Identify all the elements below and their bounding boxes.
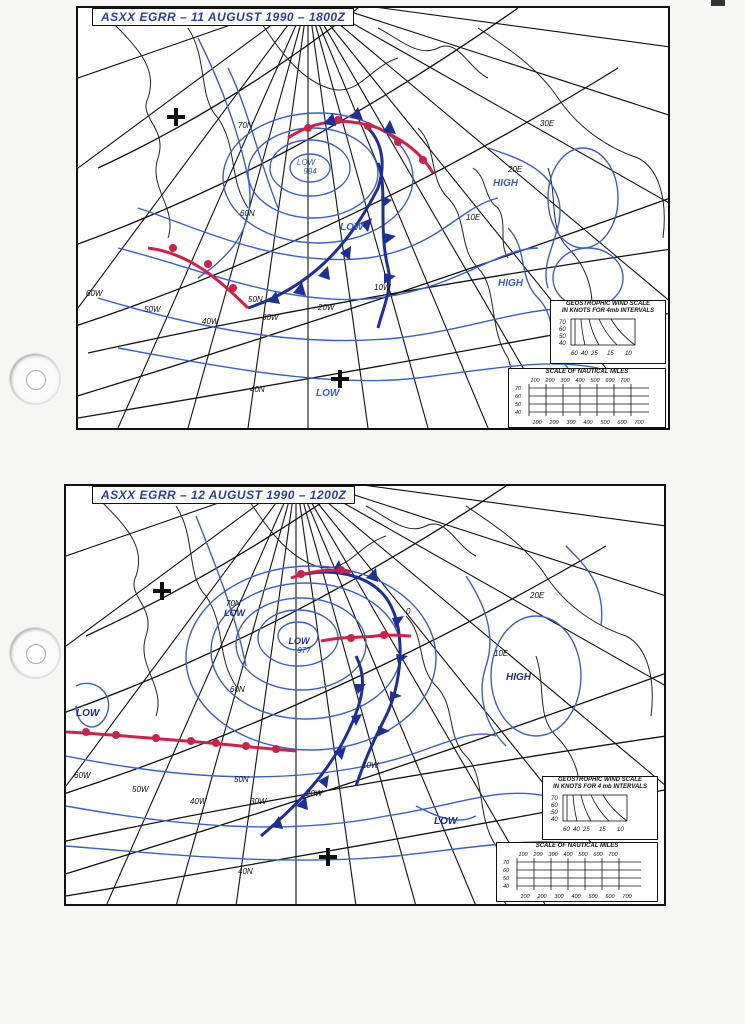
chart-1-dist-bot-500: 500	[600, 420, 610, 426]
chart-2-dist-top-100: 100	[518, 852, 528, 858]
chart-2-wind-speed-40: 40	[573, 827, 580, 833]
chart-1-dist-lat-40: 40	[515, 410, 522, 416]
chart-1-lon-10e: 10E	[466, 213, 481, 222]
chart-2-lon-50w: 50W	[132, 785, 149, 794]
chart-2-lon-10e: 10E	[494, 649, 509, 658]
chart-2-dist-bot-500: 500	[588, 894, 598, 900]
chart-1-dist-top-300: 300	[560, 378, 570, 384]
chart-1-dist-bot-400: 400	[583, 420, 593, 426]
punch-hole-bottom	[10, 628, 60, 678]
chart-2-lat-70: 70N	[226, 599, 241, 608]
chart-2-lat-40: 40N	[238, 867, 253, 876]
chart-2-wind-lat-70: 70	[551, 796, 558, 802]
chart-2-low-4-label: LOW	[434, 816, 458, 827]
chart-1-low-1-pressure: 994	[303, 167, 317, 176]
chart-2-dist-bot-600: 600	[605, 894, 615, 900]
chart-1-lon-30e: 30E	[540, 119, 555, 128]
chart-1-wind-lat-40: 40	[559, 341, 566, 347]
chart-1-dist-lat-70: 70	[515, 386, 522, 392]
chart-2-lon-20e: 20E	[530, 591, 545, 600]
chart-1-dist-bot-700: 700	[634, 420, 644, 426]
chart-1-lon-30w: 30W	[262, 313, 279, 322]
chart-1-wind-lat-60: 60	[559, 327, 566, 333]
chart-1-distance-scale-title: SCALE OF NAUTICAL MILES	[545, 369, 629, 375]
chart-1-dist-lat-50: 50	[515, 402, 522, 408]
chart-2-dist-bot-200: 200	[537, 894, 547, 900]
chart-2-lat-60: 60N	[230, 685, 245, 694]
chart-1-isobars	[98, 38, 623, 381]
chart-2-wind-scale	[542, 776, 658, 840]
chart-1-wind-speed-10: 10	[625, 351, 632, 357]
chart-1-lat-60: 60N	[240, 209, 255, 218]
chart-1-lon-50w: 50W	[144, 305, 161, 314]
chart-2-cold-front	[261, 560, 408, 836]
chart-2-wind-speed-15: 15	[599, 827, 606, 833]
chart-2-dist-top-600: 600	[593, 852, 603, 858]
chart-1-dist-top-400: 400	[575, 378, 585, 384]
chart-2-dist-lat-60: 60	[503, 868, 510, 874]
chart-1-low-1-label: LOW	[296, 158, 316, 167]
chart-1-lon-10w: 10W	[374, 283, 391, 292]
chart-2-lon-40w: 40W	[190, 797, 207, 806]
chart-2-wind-lat-50: 50	[551, 810, 558, 816]
chart-1-dist-bot-200: 200	[549, 420, 559, 426]
chart-1-wind-speed-60: 60	[571, 351, 578, 357]
chart-2-dist-bot-100: 100	[520, 894, 530, 900]
chart-2-wind-lat-60: 60	[551, 803, 558, 809]
chart-2-lon-60w: 60W	[74, 771, 91, 780]
chart-2-dist-top-700: 700	[608, 852, 618, 858]
chart-1-wind-lat-70: 70	[559, 320, 566, 326]
chart-2-low-1-pressure: 977	[297, 646, 311, 655]
chart-2-graticule-labels	[74, 591, 545, 876]
chart-1-high-1-label: HIGH	[493, 178, 518, 189]
chart-1-wind-speed-15: 15	[607, 351, 614, 357]
chart-1-dist-top-200: 200	[545, 378, 555, 384]
chart-1-dist-top-500: 500	[590, 378, 600, 384]
chart-2-dist-bot-700: 700	[622, 894, 632, 900]
chart-2-low-2-label: LOW	[224, 608, 245, 618]
chart-2-dist-lat-70: 70	[503, 860, 510, 866]
chart-1-lat-70: 70N	[238, 121, 253, 130]
chart-2-lon-30w: 30W	[250, 797, 267, 806]
chart-1-wind-speed-40: 40	[581, 351, 588, 357]
chart-1-dist-bot-300: 300	[566, 420, 576, 426]
punch-hole-top	[10, 354, 60, 404]
chart-1-dist-top-700: 700	[620, 378, 630, 384]
chart-1-high-2-label: HIGH	[498, 278, 523, 289]
chart-2-lon-20w: 20W	[306, 789, 323, 798]
chart-1-low-3-label: LOW	[316, 388, 340, 399]
chart-2-dist-lat-40: 40	[503, 884, 510, 890]
chart-1-dist-top-600: 600	[605, 378, 615, 384]
chart-1-lon-40w: 40W	[202, 317, 219, 326]
chart-2-low-1-label: LOW	[288, 636, 310, 646]
chart-1-wind-scale	[550, 300, 666, 364]
chart-2-dist-top-400: 400	[563, 852, 573, 858]
chart-1-lat-40: 40N	[250, 385, 265, 394]
chart-1-lon-20e: 20E	[508, 165, 523, 174]
chart-2-wind-scale-subtitle: IN KNOTS FOR 4 mb INTERVALS	[553, 784, 647, 790]
chart-1-low-2-label: LOW	[340, 222, 364, 233]
chart-2-wind-lat-40: 40	[551, 817, 558, 823]
chart-1-lon-60w: 60W	[86, 289, 103, 298]
chart-1-wind-scale-subtitle: IN KNOTS FOR 4mb INTERVALS	[561, 308, 655, 314]
chart-1-dist-bot-100: 100	[532, 420, 542, 426]
chart-1-title: ASXX EGRR – 11 AUGUST 1990 – 1800Z	[92, 8, 354, 26]
chart-1-lon-20w: 20W	[318, 303, 335, 312]
chart-1-dist-bot-600: 600	[617, 420, 627, 426]
chart-2-dist-top-200: 200	[533, 852, 543, 858]
chart-2-low-3-label: LOW	[76, 708, 100, 719]
chart-2-wind-scale-graph	[543, 791, 657, 837]
chart-1-wind-scale-graph	[551, 315, 665, 361]
chart-1-wind-lat-50: 50	[559, 334, 566, 340]
chart-1-graticule-labels	[86, 119, 555, 394]
chart-2-high-1-label: HIGH	[506, 672, 531, 683]
chart-2-distance-scale-title: SCALE OF NAUTICAL MILES	[535, 843, 619, 849]
chart-1-wind-speed-25: 25	[591, 351, 598, 357]
chart-2-distance-scale	[496, 842, 658, 902]
weather-chart-2	[64, 484, 666, 906]
chart-2-dist-bot-400: 400	[571, 894, 581, 900]
chart-1-lat-50: 50N	[248, 295, 263, 304]
chart-2-distance-scale-graph	[497, 850, 657, 900]
chart-2-wind-speed-10: 10	[617, 827, 624, 833]
chart-2-lon-0: 0	[406, 607, 411, 616]
chart-1-wind-scale-title: GEOSTROPHIC WIND SCALE	[565, 301, 650, 307]
chart-2-lon-10w: 10W	[362, 761, 379, 770]
scan-edge-mark	[711, 0, 725, 6]
chart-2-wind-speed-25: 25	[583, 827, 590, 833]
chart-2-wind-speed-60: 60	[563, 827, 570, 833]
chart-1-distance-scale	[508, 368, 666, 428]
chart-1-dist-top-100: 100	[530, 378, 540, 384]
chart-1-map	[78, 8, 668, 428]
chart-2-title: ASXX EGRR – 12 AUGUST 1990 – 1200Z	[92, 486, 355, 504]
weather-chart-1	[76, 6, 670, 430]
chart-2-dist-bot-300: 300	[554, 894, 564, 900]
chart-2-dist-top-300: 300	[548, 852, 558, 858]
chart-2-dist-top-500: 500	[578, 852, 588, 858]
chart-2-wind-scale-title: GEOSTROPHIC WIND SCALE	[557, 777, 642, 783]
chart-2-lat-50: 50N	[234, 775, 249, 784]
chart-2-dist-lat-50: 50	[503, 876, 510, 882]
chart-1-dist-lat-60: 60	[515, 394, 522, 400]
chart-1-distance-scale-graph	[509, 376, 665, 426]
